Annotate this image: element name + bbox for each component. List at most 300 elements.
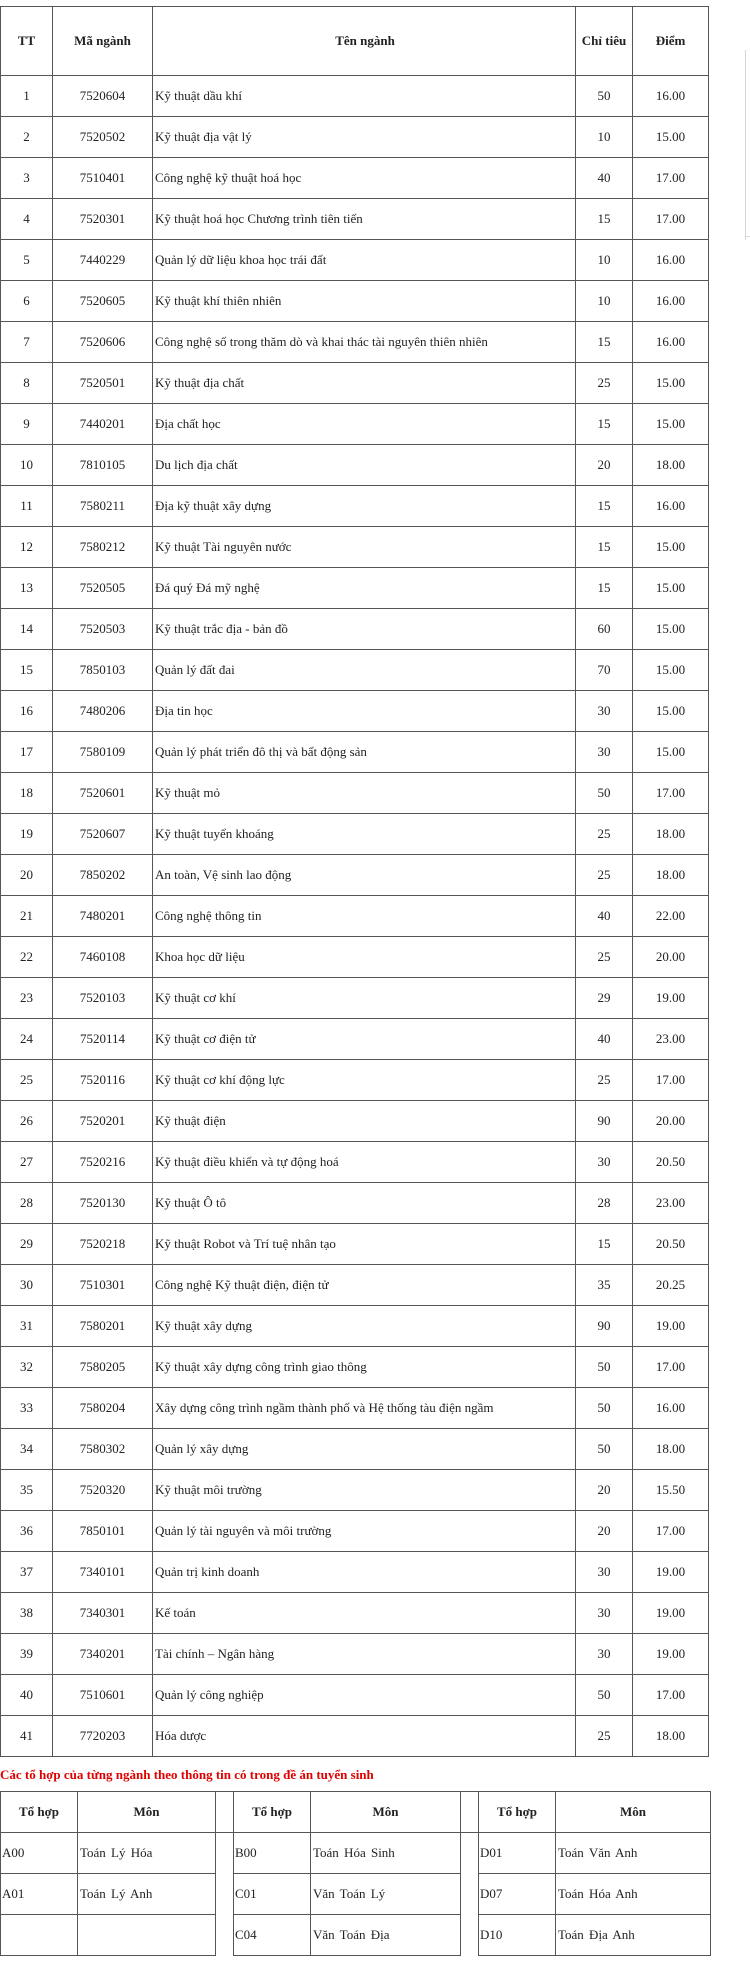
- chi-tieu-cell: 90: [576, 1101, 633, 1142]
- tt-cell: 27: [1, 1142, 53, 1183]
- row-gap: [709, 199, 715, 240]
- row-gap: [709, 609, 715, 650]
- row-gap: [709, 1593, 715, 1634]
- diem-cell: 16.00: [633, 281, 709, 322]
- diem-cell: 16.00: [633, 1388, 709, 1429]
- ten-nganh-cell: Du lịch địa chất: [153, 445, 576, 486]
- ma-nganh-cell: 7520130: [53, 1183, 153, 1224]
- diem-cell: 19.00: [633, 978, 709, 1019]
- ten-nganh-cell: Kỹ thuật tuyển khoáng: [153, 814, 576, 855]
- chi-tieu-cell: 15: [576, 404, 633, 445]
- ma-nganh-cell: 7340101: [53, 1552, 153, 1593]
- chi-tieu-cell: 15: [576, 527, 633, 568]
- chi-tieu-cell: 15: [576, 322, 633, 363]
- ten-nganh-cell: Kỹ thuật Robot và Trí tuệ nhân tạo: [153, 1224, 576, 1265]
- chi-tieu-cell: 30: [576, 1593, 633, 1634]
- chi-tieu-cell: 40: [576, 1019, 633, 1060]
- ten-nganh-cell: Kỹ thuật cơ khí: [153, 978, 576, 1019]
- tt-cell: 4: [1, 199, 53, 240]
- header-tt: TT: [1, 7, 53, 76]
- chi-tieu-cell: 25: [576, 937, 633, 978]
- combo-code-cell: B00: [234, 1833, 311, 1874]
- row-gap: [709, 1634, 715, 1675]
- diem-cell: 15.00: [633, 650, 709, 691]
- tt-cell: 16: [1, 691, 53, 732]
- tt-cell: 15: [1, 650, 53, 691]
- ten-nganh-cell: Kỹ thuật hoá học Chương trình tiên tiến: [153, 199, 576, 240]
- table-row: [1, 76, 715, 117]
- tt-cell: 40: [1, 1675, 53, 1716]
- ten-nganh-cell: Kỹ thuật cơ điện tử: [153, 1019, 576, 1060]
- combo-subjects-cell: Toán Hóa Anh: [556, 1874, 711, 1915]
- table-row: [1, 199, 715, 240]
- ten-nganh-cell: Kỹ thuật cơ khí động lực: [153, 1060, 576, 1101]
- ten-nganh-cell: Địa kỹ thuật xây dựng: [153, 486, 576, 527]
- ma-nganh-cell: 7520103: [53, 978, 153, 1019]
- combo-section-title: Các tổ hợp của từng ngành theo thông tin có trong đề án tuyển sinh: [0, 1767, 374, 1782]
- chi-tieu-cell: 20: [576, 445, 633, 486]
- ma-nganh-cell: 7480206: [53, 691, 153, 732]
- ten-nganh-cell: Kỹ thuật xây dựng: [153, 1306, 576, 1347]
- diem-cell: 19.00: [633, 1593, 709, 1634]
- diem-cell: 18.00: [633, 1716, 709, 1757]
- diem-cell: 15.00: [633, 732, 709, 773]
- tt-cell: 14: [1, 609, 53, 650]
- table-row: [1, 1716, 715, 1757]
- row-gap: [709, 527, 715, 568]
- tt-cell: 35: [1, 1470, 53, 1511]
- chi-tieu-cell: 50: [576, 1388, 633, 1429]
- ma-nganh-cell: 7580302: [53, 1429, 153, 1470]
- chi-tieu-cell: 28: [576, 1183, 633, 1224]
- table-row: [1, 732, 715, 773]
- row-gap: [709, 691, 715, 732]
- table-row: [1, 937, 715, 978]
- combo-row: [1, 1874, 711, 1915]
- row-gap: [709, 1060, 715, 1101]
- chi-tieu-cell: 30: [576, 691, 633, 732]
- chi-tieu-cell: 30: [576, 1142, 633, 1183]
- tt-cell: 23: [1, 978, 53, 1019]
- table-row: [1, 691, 715, 732]
- ten-nganh-cell: Quản lý đất đai: [153, 650, 576, 691]
- table-row: [1, 445, 715, 486]
- ma-nganh-cell: 7580109: [53, 732, 153, 773]
- combo-separator: [216, 1874, 234, 1915]
- combo-subjects-cell: Toán Lý Hóa: [78, 1833, 216, 1874]
- table-row: [1, 1060, 715, 1101]
- diem-cell: 20.00: [633, 1101, 709, 1142]
- header-ten-nganh: Tên ngành: [153, 7, 576, 76]
- combo-subjects-cell: Toán Địa Anh: [556, 1915, 711, 1956]
- ten-nganh-cell: An toàn, Vệ sinh lao động: [153, 855, 576, 896]
- diem-cell: 15.00: [633, 609, 709, 650]
- table-row: [1, 281, 715, 322]
- tt-cell: 7: [1, 322, 53, 363]
- chi-tieu-cell: 20: [576, 1511, 633, 1552]
- diem-cell: 16.00: [633, 240, 709, 281]
- tt-cell: 32: [1, 1347, 53, 1388]
- ma-nganh-cell: 7810105: [53, 445, 153, 486]
- diem-cell: 17.00: [633, 1347, 709, 1388]
- ten-nganh-cell: Kỹ thuật dầu khí: [153, 76, 576, 117]
- diem-cell: 23.00: [633, 1019, 709, 1060]
- table-row: [1, 1552, 715, 1593]
- row-gap: [709, 896, 715, 937]
- admission-scores-table: [0, 6, 714, 1757]
- ten-nganh-cell: Công nghệ kỹ thuật hoá học: [153, 158, 576, 199]
- row-gap: [709, 76, 715, 117]
- combo-header-row: [1, 1792, 711, 1833]
- combo-subjects-cell: Toán Lý Anh: [78, 1874, 216, 1915]
- combo-header-to-hop: Tổ hợp: [1, 1792, 78, 1833]
- ma-nganh-cell: 7510601: [53, 1675, 153, 1716]
- diem-cell: 16.00: [633, 486, 709, 527]
- header-diem: Điểm: [633, 7, 709, 76]
- combo-separator: [216, 1915, 234, 1956]
- row-gap: [709, 568, 715, 609]
- chi-tieu-cell: 40: [576, 158, 633, 199]
- ma-nganh-cell: 7520607: [53, 814, 153, 855]
- tt-cell: 37: [1, 1552, 53, 1593]
- row-gap: [709, 117, 715, 158]
- diem-cell: 15.00: [633, 568, 709, 609]
- row-gap: [709, 445, 715, 486]
- tt-cell: 5: [1, 240, 53, 281]
- tt-cell: 28: [1, 1183, 53, 1224]
- combo-header-mon: Môn: [78, 1792, 216, 1833]
- table-header-row: [1, 7, 715, 76]
- combo-subjects-cell: Toán Văn Anh: [556, 1833, 711, 1874]
- ma-nganh-cell: 7520218: [53, 1224, 153, 1265]
- table-row: [1, 1429, 715, 1470]
- chi-tieu-cell: 25: [576, 1060, 633, 1101]
- ten-nganh-cell: Quản lý tài nguyên và môi trường: [153, 1511, 576, 1552]
- row-gap: [709, 1224, 715, 1265]
- tt-cell: 11: [1, 486, 53, 527]
- chi-tieu-cell: 15: [576, 1224, 633, 1265]
- tt-cell: 29: [1, 1224, 53, 1265]
- chi-tieu-cell: 10: [576, 117, 633, 158]
- diem-cell: 15.00: [633, 363, 709, 404]
- ma-nganh-cell: 7580201: [53, 1306, 153, 1347]
- diem-cell: 16.00: [633, 322, 709, 363]
- table-row: [1, 1388, 715, 1429]
- row-gap: [709, 1265, 715, 1306]
- chi-tieu-cell: 25: [576, 1716, 633, 1757]
- table-row: [1, 773, 715, 814]
- ten-nganh-cell: Quản lý công nghiệp: [153, 1675, 576, 1716]
- tt-cell: 41: [1, 1716, 53, 1757]
- ma-nganh-cell: 7520201: [53, 1101, 153, 1142]
- tt-cell: 33: [1, 1388, 53, 1429]
- diem-cell: 15.00: [633, 527, 709, 568]
- row-gap: [709, 240, 715, 281]
- diem-cell: 20.00: [633, 937, 709, 978]
- table-row: [1, 1347, 715, 1388]
- row-gap: [709, 1675, 715, 1716]
- chi-tieu-cell: 50: [576, 773, 633, 814]
- combo-separator: [216, 1792, 234, 1833]
- row-gap: [709, 978, 715, 1019]
- table-row: [1, 814, 715, 855]
- ten-nganh-cell: Kỹ thuật địa chất: [153, 363, 576, 404]
- ma-nganh-cell: 7850103: [53, 650, 153, 691]
- ma-nganh-cell: 7580211: [53, 486, 153, 527]
- row-gap: [709, 1470, 715, 1511]
- ma-nganh-cell: 7850101: [53, 1511, 153, 1552]
- chi-tieu-cell: 30: [576, 1634, 633, 1675]
- page-edge-line: [745, 50, 746, 240]
- chi-tieu-cell: 25: [576, 814, 633, 855]
- combo-code-cell: D10: [479, 1915, 556, 1956]
- ma-nganh-cell: 7520604: [53, 76, 153, 117]
- table-row: [1, 363, 715, 404]
- combo-code-cell: C04: [234, 1915, 311, 1956]
- combo-separator: [461, 1792, 479, 1833]
- ten-nganh-cell: Địa tin học: [153, 691, 576, 732]
- ma-nganh-cell: 7520505: [53, 568, 153, 609]
- table-row: [1, 896, 715, 937]
- diem-cell: 20.25: [633, 1265, 709, 1306]
- table-row: [1, 1224, 715, 1265]
- chi-tieu-cell: 35: [576, 1265, 633, 1306]
- ma-nganh-cell: 7440201: [53, 404, 153, 445]
- ten-nganh-cell: Kỹ thuật mỏ: [153, 773, 576, 814]
- table-row: [1, 486, 715, 527]
- ten-nganh-cell: Kế toán: [153, 1593, 576, 1634]
- ten-nganh-cell: Kỹ thuật Ô tô: [153, 1183, 576, 1224]
- row-gap: [709, 404, 715, 445]
- ma-nganh-cell: 7440229: [53, 240, 153, 281]
- ten-nganh-cell: Quản lý xây dựng: [153, 1429, 576, 1470]
- ma-nganh-cell: 7520116: [53, 1060, 153, 1101]
- ma-nganh-cell: 7520501: [53, 363, 153, 404]
- chi-tieu-cell: 30: [576, 732, 633, 773]
- chi-tieu-cell: 40: [576, 896, 633, 937]
- combo-header-to-hop: Tổ hợp: [479, 1792, 556, 1833]
- chi-tieu-cell: 25: [576, 855, 633, 896]
- table-row: [1, 158, 715, 199]
- combo-header-mon: Môn: [556, 1792, 711, 1833]
- ten-nganh-cell: Địa chất học: [153, 404, 576, 445]
- row-gap: [709, 773, 715, 814]
- ma-nganh-cell: 7510301: [53, 1265, 153, 1306]
- chi-tieu-cell: 10: [576, 240, 633, 281]
- diem-cell: 15.00: [633, 691, 709, 732]
- combo-code-cell: [1, 1915, 78, 1956]
- ma-nganh-cell: 7580212: [53, 527, 153, 568]
- tt-cell: 31: [1, 1306, 53, 1347]
- ten-nganh-cell: Quản lý dữ liệu khoa học trái đất: [153, 240, 576, 281]
- row-gap: [709, 363, 715, 404]
- table-row: [1, 117, 715, 158]
- ma-nganh-cell: 7520601: [53, 773, 153, 814]
- ma-nganh-cell: 7340301: [53, 1593, 153, 1634]
- diem-cell: 17.00: [633, 1060, 709, 1101]
- ten-nganh-cell: Hóa dược: [153, 1716, 576, 1757]
- diem-cell: 23.00: [633, 1183, 709, 1224]
- row-gap: [709, 1019, 715, 1060]
- diem-cell: 18.00: [633, 1429, 709, 1470]
- table-row: [1, 978, 715, 1019]
- ten-nganh-cell: Kỹ thuật xây dựng công trình giao thông: [153, 1347, 576, 1388]
- ten-nganh-cell: Tài chính – Ngân hàng: [153, 1634, 576, 1675]
- page-edge-tick: [745, 236, 750, 237]
- chi-tieu-cell: 15: [576, 568, 633, 609]
- ten-nganh-cell: Kỹ thuật Tài nguyên nước: [153, 527, 576, 568]
- ten-nganh-cell: Kỹ thuật môi trường: [153, 1470, 576, 1511]
- combo-row: [1, 1833, 711, 1874]
- row-gap: [709, 281, 715, 322]
- chi-tieu-cell: 15: [576, 486, 633, 527]
- combo-row: [1, 1915, 711, 1956]
- tt-cell: 3: [1, 158, 53, 199]
- tt-cell: 6: [1, 281, 53, 322]
- tt-cell: 36: [1, 1511, 53, 1552]
- row-gap: [709, 650, 715, 691]
- diem-cell: 15.50: [633, 1470, 709, 1511]
- table-row: [1, 1306, 715, 1347]
- ten-nganh-cell: Kỹ thuật điều khiển và tự động hoá: [153, 1142, 576, 1183]
- row-gap: [709, 1388, 715, 1429]
- table-row: [1, 527, 715, 568]
- ten-nganh-cell: Khoa học dữ liệu: [153, 937, 576, 978]
- ma-nganh-cell: 7850202: [53, 855, 153, 896]
- tt-cell: 10: [1, 445, 53, 486]
- diem-cell: 20.50: [633, 1142, 709, 1183]
- table-row: [1, 1183, 715, 1224]
- tt-cell: 38: [1, 1593, 53, 1634]
- diem-cell: 22.00: [633, 896, 709, 937]
- chi-tieu-cell: 90: [576, 1306, 633, 1347]
- combo-subjects-cell: Toán Hóa Sinh: [311, 1833, 461, 1874]
- table-row: [1, 1142, 715, 1183]
- chi-tieu-cell: 25: [576, 363, 633, 404]
- combo-code-cell: C01: [234, 1874, 311, 1915]
- ma-nganh-cell: 7580204: [53, 1388, 153, 1429]
- ma-nganh-cell: 7520606: [53, 322, 153, 363]
- tt-cell: 8: [1, 363, 53, 404]
- ten-nganh-cell: Quản lý phát triển đô thị và bất động sản: [153, 732, 576, 773]
- chi-tieu-cell: 50: [576, 76, 633, 117]
- chi-tieu-cell: 50: [576, 1675, 633, 1716]
- table-row: [1, 322, 715, 363]
- table-row: [1, 609, 715, 650]
- diem-cell: 17.00: [633, 773, 709, 814]
- combo-code-cell: A01: [1, 1874, 78, 1915]
- row-gap: [709, 1429, 715, 1470]
- row-gap: [709, 158, 715, 199]
- table-row: [1, 855, 715, 896]
- table-row: [1, 1675, 715, 1716]
- combo-table-body: [1, 1833, 711, 1956]
- diem-cell: 18.00: [633, 445, 709, 486]
- row-gap: [709, 732, 715, 773]
- table-row: [1, 1101, 715, 1142]
- row-gap: [709, 855, 715, 896]
- tt-cell: 18: [1, 773, 53, 814]
- ma-nganh-cell: 7520605: [53, 281, 153, 322]
- diem-cell: 17.00: [633, 1675, 709, 1716]
- diem-cell: 17.00: [633, 158, 709, 199]
- tt-cell: 30: [1, 1265, 53, 1306]
- tt-cell: 2: [1, 117, 53, 158]
- ten-nganh-cell: Kỹ thuật trắc địa - bản đồ: [153, 609, 576, 650]
- row-gap: [709, 486, 715, 527]
- ten-nganh-cell: Kỹ thuật điện: [153, 1101, 576, 1142]
- tt-cell: 39: [1, 1634, 53, 1675]
- table-row: [1, 1634, 715, 1675]
- diem-cell: 17.00: [633, 199, 709, 240]
- combo-header-to-hop: Tổ hợp: [234, 1792, 311, 1833]
- table-row: [1, 1511, 715, 1552]
- ma-nganh-cell: 7520216: [53, 1142, 153, 1183]
- tt-cell: 22: [1, 937, 53, 978]
- tt-cell: 34: [1, 1429, 53, 1470]
- ma-nganh-cell: 7520301: [53, 199, 153, 240]
- chi-tieu-cell: 70: [576, 650, 633, 691]
- header-ma-nganh: Mã ngành: [53, 7, 153, 76]
- tt-cell: 25: [1, 1060, 53, 1101]
- tt-cell: 13: [1, 568, 53, 609]
- chi-tieu-cell: 50: [576, 1347, 633, 1388]
- row-gap: [709, 1347, 715, 1388]
- row-gap: [709, 1101, 715, 1142]
- tt-cell: 20: [1, 855, 53, 896]
- tt-cell: 21: [1, 896, 53, 937]
- combo-code-cell: D07: [479, 1874, 556, 1915]
- chi-tieu-cell: 29: [576, 978, 633, 1019]
- combo-header-mon: Môn: [311, 1792, 461, 1833]
- chi-tieu-cell: 50: [576, 1429, 633, 1470]
- ten-nganh-cell: Xây dựng công trình ngầm thành phố và Hệ thống tàu điện ngầm: [153, 1388, 576, 1429]
- table-row: [1, 1265, 715, 1306]
- row-gap: [709, 1183, 715, 1224]
- tt-cell: 26: [1, 1101, 53, 1142]
- ten-nganh-cell: Công nghệ Kỹ thuật điện, điện tử: [153, 1265, 576, 1306]
- ma-nganh-cell: 7720203: [53, 1716, 153, 1757]
- chi-tieu-cell: 60: [576, 609, 633, 650]
- chi-tieu-cell: 20: [576, 1470, 633, 1511]
- row-gap: [709, 1142, 715, 1183]
- row-gap: [709, 1716, 715, 1757]
- ten-nganh-cell: Công nghệ thông tin: [153, 896, 576, 937]
- table-row: [1, 568, 715, 609]
- combo-subjects-cell: Văn Toán Lý: [311, 1874, 461, 1915]
- diem-cell: 17.00: [633, 1511, 709, 1552]
- combo-separator: [461, 1833, 479, 1874]
- ma-nganh-cell: 7480201: [53, 896, 153, 937]
- ma-nganh-cell: 7580205: [53, 1347, 153, 1388]
- ten-nganh-cell: Kỹ thuật địa vật lý: [153, 117, 576, 158]
- tt-cell: 1: [1, 76, 53, 117]
- header-chi-tieu: Chỉ tiêu: [576, 7, 633, 76]
- table-row: [1, 1019, 715, 1060]
- chi-tieu-cell: 15: [576, 199, 633, 240]
- tt-cell: 24: [1, 1019, 53, 1060]
- combo-subjects-cell: Văn Toán Địa: [311, 1915, 461, 1956]
- tt-cell: 12: [1, 527, 53, 568]
- diem-cell: 15.00: [633, 404, 709, 445]
- diem-cell: 16.00: [633, 76, 709, 117]
- combo-code-cell: A00: [1, 1833, 78, 1874]
- combo-separator: [461, 1915, 479, 1956]
- diem-cell: 19.00: [633, 1634, 709, 1675]
- row-gap: [709, 937, 715, 978]
- tt-cell: 9: [1, 404, 53, 445]
- combo-separator: [461, 1874, 479, 1915]
